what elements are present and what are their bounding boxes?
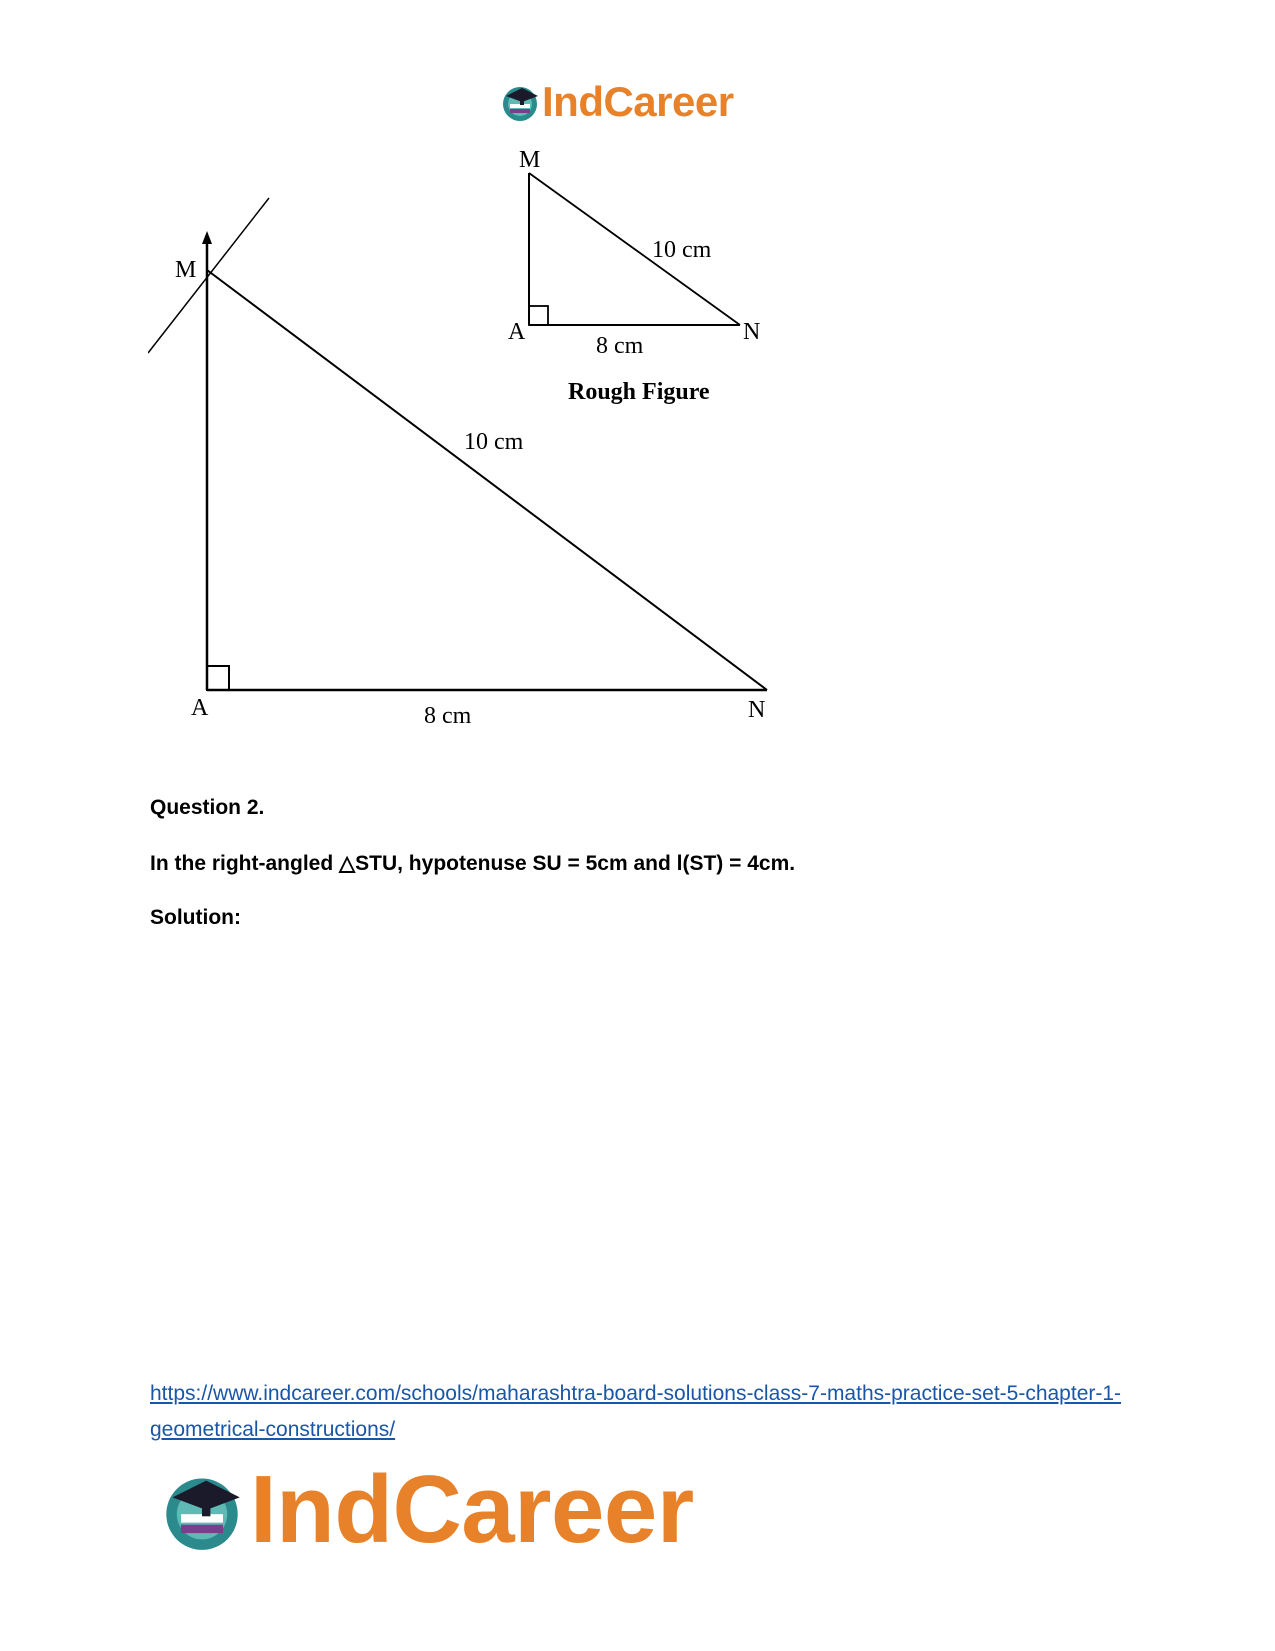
question-body: In the right-angled △STU, hypotenuse SU = 5cm and l(ST) = 4cm. <box>150 852 796 875</box>
graduation-cap-book-icon <box>500 82 540 122</box>
graduation-cap-book-icon <box>160 1468 244 1552</box>
main-label-n: N <box>748 697 766 723</box>
rough-label-a: A <box>508 319 526 345</box>
main-side-mn <box>207 270 767 690</box>
rough-label-base: 8 cm <box>596 333 644 359</box>
footer-logo <box>160 1456 694 1563</box>
main-label-m: M <box>175 257 197 283</box>
main-label-hypotenuse: 10 cm <box>464 429 524 455</box>
header-logo-text: IndCareer <box>542 78 734 125</box>
solution-label: Solution: <box>150 906 241 929</box>
main-label-a: A <box>191 695 209 721</box>
right-angle-mark <box>207 666 229 690</box>
main-label-base: 8 cm <box>424 703 472 729</box>
rough-label-n: N <box>743 319 761 345</box>
compass-arc <box>148 198 269 353</box>
rough-right-angle-mark <box>529 306 548 325</box>
rough-label-hypotenuse: 10 cm <box>652 237 712 263</box>
rough-label-m: M <box>519 147 541 173</box>
source-link[interactable]: https://www.indcareer.com/schools/maharashtra-board-solutions-class-7-maths-practice-set-5-chapter-1-geometrical-constructions/ <box>150 1382 1122 1441</box>
rough-figure-caption: Rough Figure <box>568 379 710 405</box>
triangle-construction-figure <box>148 145 828 745</box>
header-logo <box>500 78 734 126</box>
footer-logo-text: IndCareer <box>250 1456 694 1563</box>
arrowhead <box>202 231 212 244</box>
question-title: Question 2. <box>150 796 265 819</box>
